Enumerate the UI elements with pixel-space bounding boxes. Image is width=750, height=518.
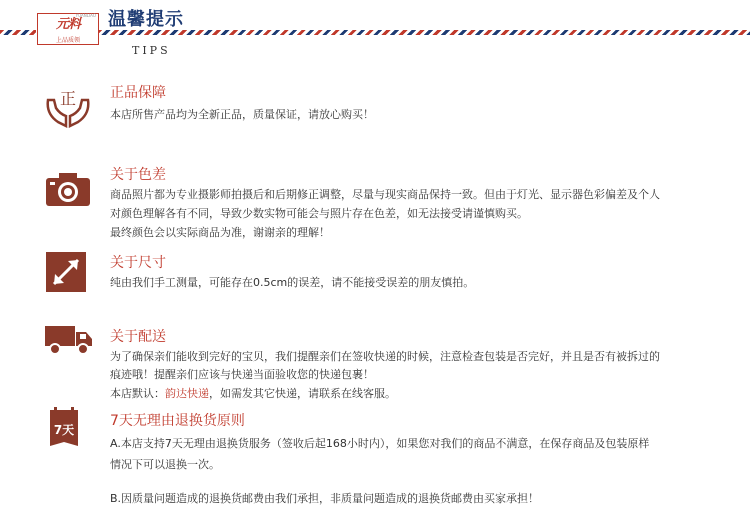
section-title: 7天无理由退换货原则 (110, 413, 245, 429)
section-text: B.因质量问题造成的退换货邮费由我们承担，非质量问题造成的退换货邮费由买家承担！ (110, 492, 540, 505)
brand-logo (37, 13, 99, 45)
section-title: 关于色差 (110, 167, 166, 183)
delivery-truck-icon (44, 324, 92, 364)
section-text: 痕迹哦！提醒亲们应该与快递当面验收您的快递包裹！ (110, 368, 374, 381)
courier-name: 韵达快递 (165, 387, 209, 400)
default-courier-line (110, 385, 396, 401)
logo-tiny: YUANLIAO (75, 13, 96, 18)
section-title: 关于尺寸 (110, 255, 166, 271)
section-title: 正品保障 (110, 85, 166, 101)
decorative-stripe-left (0, 30, 36, 35)
camera-icon (44, 170, 92, 210)
logo-mark: 元料 (55, 17, 80, 32)
section-text: 情况下可以退换一次。 (110, 458, 220, 471)
logo-sub: 上品质领 (55, 37, 80, 44)
page-subtitle: TIPS (132, 44, 171, 57)
resize-arrow-icon (44, 250, 92, 290)
decorative-stripe-right (98, 30, 750, 35)
default-prefix: 本店默认： (110, 387, 165, 400)
calendar-label: 7天 (53, 423, 75, 437)
section-text: 商品照片都为专业摄影师拍摄后和后期修正调整，尽量与现实商品保持一致。但由于灯光、显示器色彩偏差及个人 (110, 188, 660, 201)
section-text: 对颜色理解各有不同，导致少数实物可能会与照片存在色差，如无法接受请谨慎购买。 (110, 207, 528, 220)
section-title: 关于配送 (110, 329, 166, 345)
page-header (0, 0, 750, 60)
seven-day-calendar-icon (44, 406, 92, 446)
default-suffix: ，如需发其它快递，请联系在线客服。 (209, 387, 396, 400)
genuine-hands-icon (44, 86, 92, 126)
svg-text:正: 正 (59, 89, 77, 108)
section-text: 最终颜色会以实际商品为准，谢谢亲的理解！ (110, 226, 330, 239)
section-text: 为了确保亲们能收到完好的宝贝，我们提醒亲们在签收快递的时候，注意检查包装是否完好，并且是否有被拆过的 (110, 350, 660, 363)
section-text: 本店所售产品均为全新正品，质量保证，请放心购买！ (110, 108, 374, 121)
section-text: 纯由我们手工测量，可能存在0.5cm的误差，请不能接受误差的朋友慎拍。 (110, 276, 475, 289)
page-title: 温馨提示 (108, 9, 184, 30)
section-text: A.本店支持7天无理由退换货服务（签收后起168小时内），如果您对我们的商品不满意，在保存商品及包装原样 (110, 437, 650, 450)
